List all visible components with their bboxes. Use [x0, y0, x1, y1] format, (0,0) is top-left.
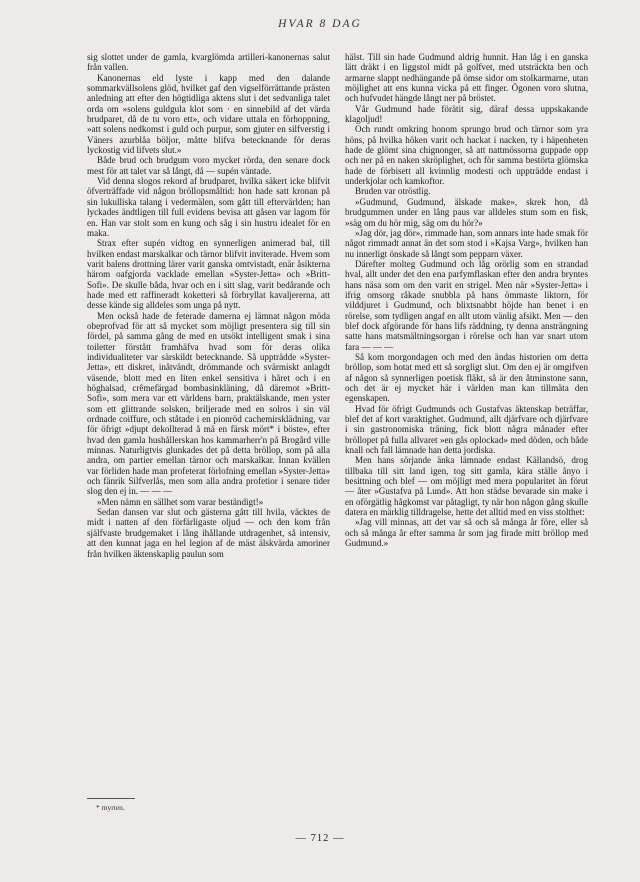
left-column — [87, 52, 330, 559]
footnote: * myrten. — [96, 803, 125, 812]
paragraph: Och rundt omkring honom sprungo brud och tärnor som yra höns, på hvilka höken varit och hackat i nacken, ty i häpenheten hade de glömt sina chignonger, så att nattmössorna guppade opp och ner på en naken skröplighet, och för samma bestörta glömska hade de förbisett all kvinnlig modesti och uppträdde endast i underkjolar och kamkoftor. — [345, 124, 588, 187]
paragraph: hälst. Till sin hade Gudmund aldrig hunnit. Han låg i en ganska lätt dräkt i en liggstol midt på golfvet, med utsträckta ben och armarne slappt nedhängande på ömse sidor om stolkarmarne, utan möjlighet att ens kunna vicka på ett finger. Ögonen voro slutna, och hufvudet hängde långt ner på bröstet. — [345, 52, 588, 104]
paragraph: Kanonernas eld lyste i kapp med den dalande sommarkvällsolens glöd, hvilket gaf den vigselförrättande prästen anledning att efter den högtidliga aktens slut i det sedvanliga talet orda om »solens guldgula klot som · en sinnebild af det värda brudparet, då de tu voro ett», och vidare uttala en förhoppning, »att solens nedkomst i guld och purpur, som gjuter en silfverstig i Väners azurblåa böljor, måtte blifva betecknande för deras lyckostig vid lifvets slut.» — [87, 72, 330, 156]
paragraph: sig slottet under de gamla, kvarglömda artilleri-kanonernas salut från vallen. — [87, 52, 330, 73]
paragraph: Vår Gudmund hade förätit sig, däraf dessa uppskakande klagoljud! — [345, 103, 588, 125]
paragraph: Men också hade de feterade damerna ej lämnat någon möda obeprofvad för att så mycket som möjligt presentera sig till sin fördel, på samma gång de med en utsökt intelligent smak i sina toiletter förstått framhäfva hvad som för deras olika individualiteter var särskildt betecknande. Så uppträdde »Syster-Jetta», ett diskret, inåtvändt, drömmande och svärmiskt anlagdt väsende, blott med en liten enkel sensitiva i håret och i en höghalsad, crêmefärgad bombasinkläning, då däremot »Britt-Sofi», som mera var ett världens barn, praktälskande, men yster som ett glittrande solsken, briljerade med en solros i sin väl ordnade coiffure, och ståtade i en pionröd cachemirsklädning, var för öfrigt »djupt dekollterad å mä en färsk mört* i böste», efter hvad den gamla hushållerskan hos kammarherr'n på Brogård ville minnas. Naturligtvis glunkades det på detta bröllop, som på alla andra, om partier emellan tärnor och marskalkar. Innan kvällen var förliden hade man profeterat förlofning emellan »Syster-Jetta» och fänrik Silfverlås, men som alla andra profetior i senare tider slog den ej in. — — — — [87, 310, 330, 497]
paragraph: Strax efter supén vidtog en synnerligen animerad bal, till hvilken endast marskalkar och tärnor blifvit inviterade. Hvem som varit balens drottning lärer varit ganska omtvistadt, enär åsikterna härom oafgjorda vacklade emellan »Syster-Jetta» och »Britt-Sofi». De skulle båda, hvar och en i sitt slag, varit bedårande och hade med ett raffineradt koketteri så förbryllat kavaljererna, att desse kände sig alldeles som unga på nytt. — [87, 238, 330, 311]
paragraph: Vid denna slogos rekord af brudparet, hvilka säkert icke blifvit öfverträffade vid någon bröllopsmåltid: hon hade satt kronan på sin lukulliska talang i vedermälen, som gått till eftervärlden; han lyckades ändtligen till full evidens bevisa att gåsen var lagom för en. Han var stolt som en kung och såg i sin hustru idealet för en maka. — [87, 176, 330, 238]
paragraph: Men hans sörjande änka lämnade endast Källandsö, drog tillbaka till sitt land igen, tog sitt gamla, kära ställe ånyo i besittning och blef — om möjligt med mera popularitet än förut — åter »Gustafva på Lund». Att hon städse bevarade sin make i en oförgätlig hågkomst var påtagligt, ty när hon någon gång skulle datera en märklig tilldragelse, hette det alltid med en viss stolthet: — [345, 455, 588, 518]
paragraph: »Jag vill minnas, att det var så och så många år före, eller så och så många år efter samma år som jag firade mitt bröllop med Gudmund.» — [345, 517, 588, 549]
footnote-rule — [87, 798, 135, 799]
paragraph: Både brud och brudgum voro mycket rörda, den senare dock mest för att talet var så långt, då — supén väntade. — [87, 155, 330, 176]
paragraph: »Jag dör, jag dör», rimmade han, som annars inte hade smak för något rimmadt annat än det som stod i »Kajsa Varg», hvilken han nu innerligt önskade så långt som pepparn växer. — [345, 227, 588, 259]
paragraph: »Men nämn en sällhet som varar beständigt!» — [97, 496, 264, 507]
paragraph: Sedan dansen var slut och gästerna gått till hvila, väcktes de midt i natten af den förfärligaste oljud — och den kom från själfvaste brudgemaket i lång ihållande utdragenhet, så intensiv, att den kunnat jaga en hel legion af de mäst älskvärda amoriner från hvilken äktenskaplig paulun som — [87, 507, 330, 559]
page-number: — 712 — — [295, 833, 345, 844]
paragraph: »Gudmund, Gudmund, älskade make», skrek hon, då brudgummen under en lång paus var alldeles stum som en fisk, »säg om du hör mig, säg om du hör?» — [345, 196, 588, 228]
paragraph: Bruden var otröstlig. — [355, 186, 431, 197]
paragraph: Så kom morgondagen och med den ändas historien om detta bröllop, som hotat med ett så sorgligt slut. Om den ej är omgifven af någon så synnerligen poetisk fläkt, så är den åtminstone sann, och det är ej mycket här i världen man kan tillmäta den egenskapen. — [345, 351, 588, 404]
running-header: HVAR 8 DAG — [278, 18, 362, 30]
paragraph: Därefter molteg Gudmund och låg orörlig som en strandad hval, allt under det den ena parfymflaskan efter den andra bryntes hans näsa som om den varit en strigel. Men när »Syster-Jetta» i ifrig omsorg råkade snubbla på hans ömmaste liktorn, för vilddjuret i Gudmund, och blixtsnabbt höjde han benet i en rörelse, som tydligen angaf en allt utom vänlig afsikt. Men — den blef dock afgörande för hans lifs räddning, ty denna ansträngning satte hans matsmältningsorgan i rörelse och han var snart utom fara — — — — [345, 258, 588, 352]
paragraph: Hvad för öfrigt Gudmunds och Gustafvas äktenskap beträffar, blef det af kort varaktighet. Gudmund, allt djärfvare och djärfvare i sin gastronomiska träning, fick blott några månader efter bröllopet på fulla allvaret »en gås oplockad» med döden, och både knall och fall lämnade han detta jordiska. — [345, 403, 588, 456]
right-column — [345, 52, 588, 549]
